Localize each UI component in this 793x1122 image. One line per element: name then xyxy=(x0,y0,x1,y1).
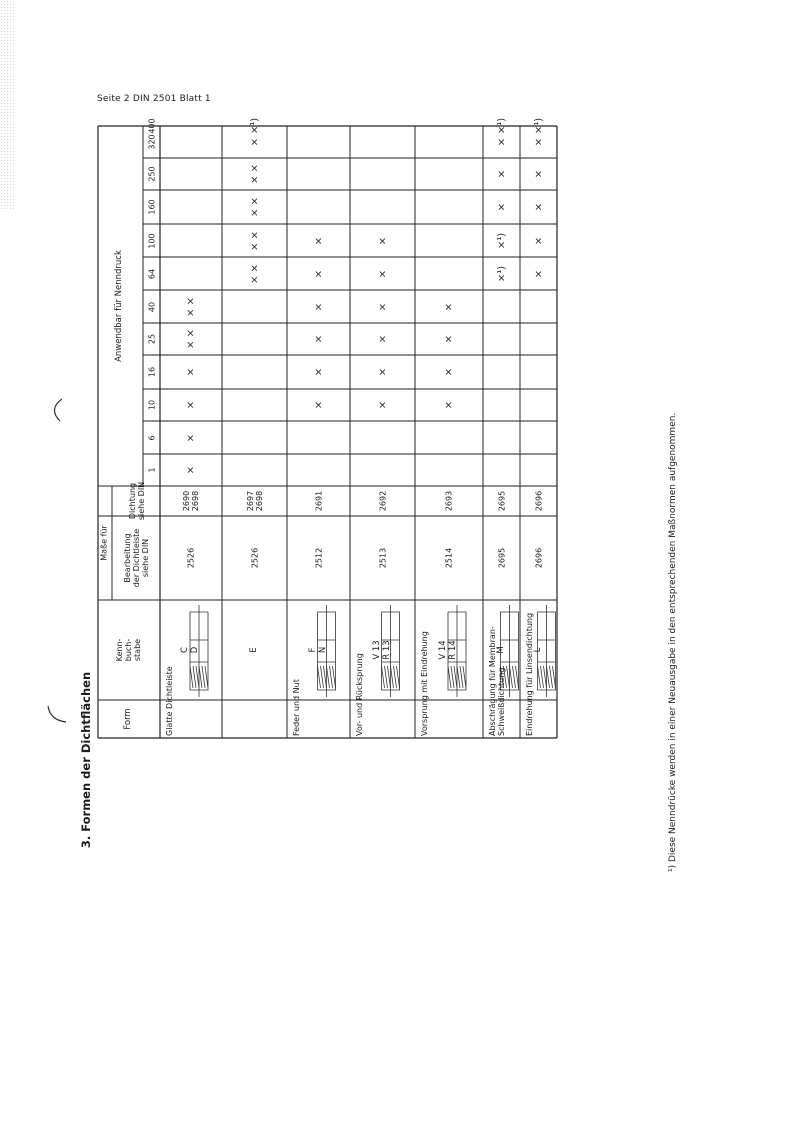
mark-64: ×¹) xyxy=(495,265,507,282)
pressure-header-25: 25 xyxy=(147,333,157,345)
mark-6: × xyxy=(185,433,197,442)
pressure-header-160: 160 xyxy=(147,199,157,215)
mark-1: × xyxy=(185,465,197,475)
header-kennbuchstabe: Kenn- buch- stabe xyxy=(115,638,143,662)
mark-100: × × xyxy=(248,230,260,251)
row-kennbuchstabe: L xyxy=(532,647,543,653)
mark-160: × × xyxy=(248,197,260,217)
row-bearbeitung: 2512 xyxy=(313,547,323,569)
row-bearbeitung: 2526 xyxy=(249,547,259,569)
mark-16: × xyxy=(185,367,197,377)
pressure-header-320: 320 xyxy=(147,134,157,150)
mark-160: × xyxy=(495,202,507,212)
row-form-label: Glatte Dichtleiste xyxy=(165,666,174,736)
mark-10: × xyxy=(376,400,388,410)
mark-40: × × xyxy=(185,296,197,317)
row-kennbuchstabe: E xyxy=(248,647,259,653)
row-form-label: Eindrehung für Linsendichtung xyxy=(525,612,534,736)
row-dichtung: 2695 xyxy=(496,490,506,512)
mark-16: × xyxy=(443,367,455,377)
mark-320: × xyxy=(532,137,544,147)
page-header: Seite 2 DIN 2501 Blatt 1 xyxy=(97,94,211,104)
pressure-header-16: 16 xyxy=(147,366,157,378)
scan-mark xyxy=(40,395,70,425)
pressure-header-400: 400 xyxy=(147,118,157,134)
row-kennbuchstabe: C D xyxy=(180,646,200,654)
row-dichtung: 2691 xyxy=(313,490,323,512)
row-form-label: Feder und Nut xyxy=(292,679,301,736)
mark-320: × xyxy=(248,137,260,147)
row-dichtung: 2692 xyxy=(377,490,387,512)
mark-400: ×¹) xyxy=(495,117,507,135)
mark-64: × xyxy=(376,269,388,278)
mark-10: × xyxy=(312,400,324,410)
row-bearbeitung: 2513 xyxy=(377,547,387,569)
mark-25: × xyxy=(443,334,455,344)
row-kennbuchstabe: M xyxy=(495,646,506,654)
mark-400: ×¹) xyxy=(532,117,544,135)
mark-25: × xyxy=(376,334,388,344)
mark-250: × × xyxy=(248,164,260,184)
row-bearbeitung: 2514 xyxy=(444,547,454,569)
mark-250: × xyxy=(532,169,544,179)
mark-10: × xyxy=(443,400,455,410)
scan-mark xyxy=(40,700,70,730)
mark-25: × × xyxy=(185,329,197,349)
row-kennbuchstabe: F N xyxy=(307,646,328,654)
mark-400: ×¹) xyxy=(248,117,260,135)
row-bearbeitung: 2526 xyxy=(186,547,196,569)
mark-64: × xyxy=(312,269,324,278)
pressure-header-40: 40 xyxy=(147,301,157,312)
row-dichtung: 2697 2698 xyxy=(245,490,264,512)
mark-64: × xyxy=(532,269,544,278)
header-bearbeitung: Bearbeitung der Dichtleiste siehe DIN xyxy=(123,528,151,588)
mark-160: × xyxy=(532,202,544,212)
mark-40: × xyxy=(376,302,388,311)
pressure-header-1: 1 xyxy=(147,467,157,473)
pressure-header-100: 100 xyxy=(147,232,157,249)
header-dichtung: Dichtung siehe DIN xyxy=(127,481,146,521)
row-bearbeitung: 2696 xyxy=(533,547,543,569)
mark-100: × xyxy=(376,236,388,245)
row-bearbeitung: 2695 xyxy=(496,547,506,569)
pressure-header-250: 250 xyxy=(147,166,157,182)
row-kennbuchstabe: V 13 R 13 xyxy=(371,640,392,660)
row-form-label: Abschrägung für Membran- Schweißdichtung xyxy=(488,626,507,736)
header-form: Form xyxy=(123,708,134,730)
mark-40: × xyxy=(443,302,455,311)
mark-64: × × xyxy=(248,263,260,284)
pressure-header-10: 10 xyxy=(147,399,157,411)
header-anwendbar: Anwendbar für Nenndruck xyxy=(114,250,125,362)
header-masse-fuer: Maße für xyxy=(99,525,109,561)
mark-16: × xyxy=(376,367,388,377)
row-kennbuchstabe: V 14 R 14 xyxy=(438,640,458,660)
pressure-header-64: 64 xyxy=(147,268,157,279)
row-form-label: Vorsprung mit Eindrehung xyxy=(420,631,429,736)
mark-16: × xyxy=(312,367,324,377)
row-dichtung: 2690 2698 xyxy=(181,490,200,512)
row-dichtung: 2693 xyxy=(444,490,454,512)
mark-320: × xyxy=(495,137,507,147)
mark-40: × xyxy=(312,302,324,311)
section-title: 3. Formen der Dichtflächen xyxy=(79,671,93,849)
row-form-label: Vor- und Rücksprung xyxy=(355,653,364,736)
mark-25: × xyxy=(312,334,324,344)
mark-100: × xyxy=(532,236,544,245)
mark-100: ×¹) xyxy=(495,232,507,249)
mark-250: × xyxy=(495,169,507,179)
row-dichtung: 2696 xyxy=(533,490,543,512)
footnote: ¹) Diese Nenndrücke werden in einer Neuausgabe in den entsprechenden Maßnormen aufgenommen. xyxy=(668,412,678,872)
mark-100: × xyxy=(312,236,324,245)
mark-10: × xyxy=(185,400,197,410)
pressure-header-6: 6 xyxy=(147,434,157,441)
